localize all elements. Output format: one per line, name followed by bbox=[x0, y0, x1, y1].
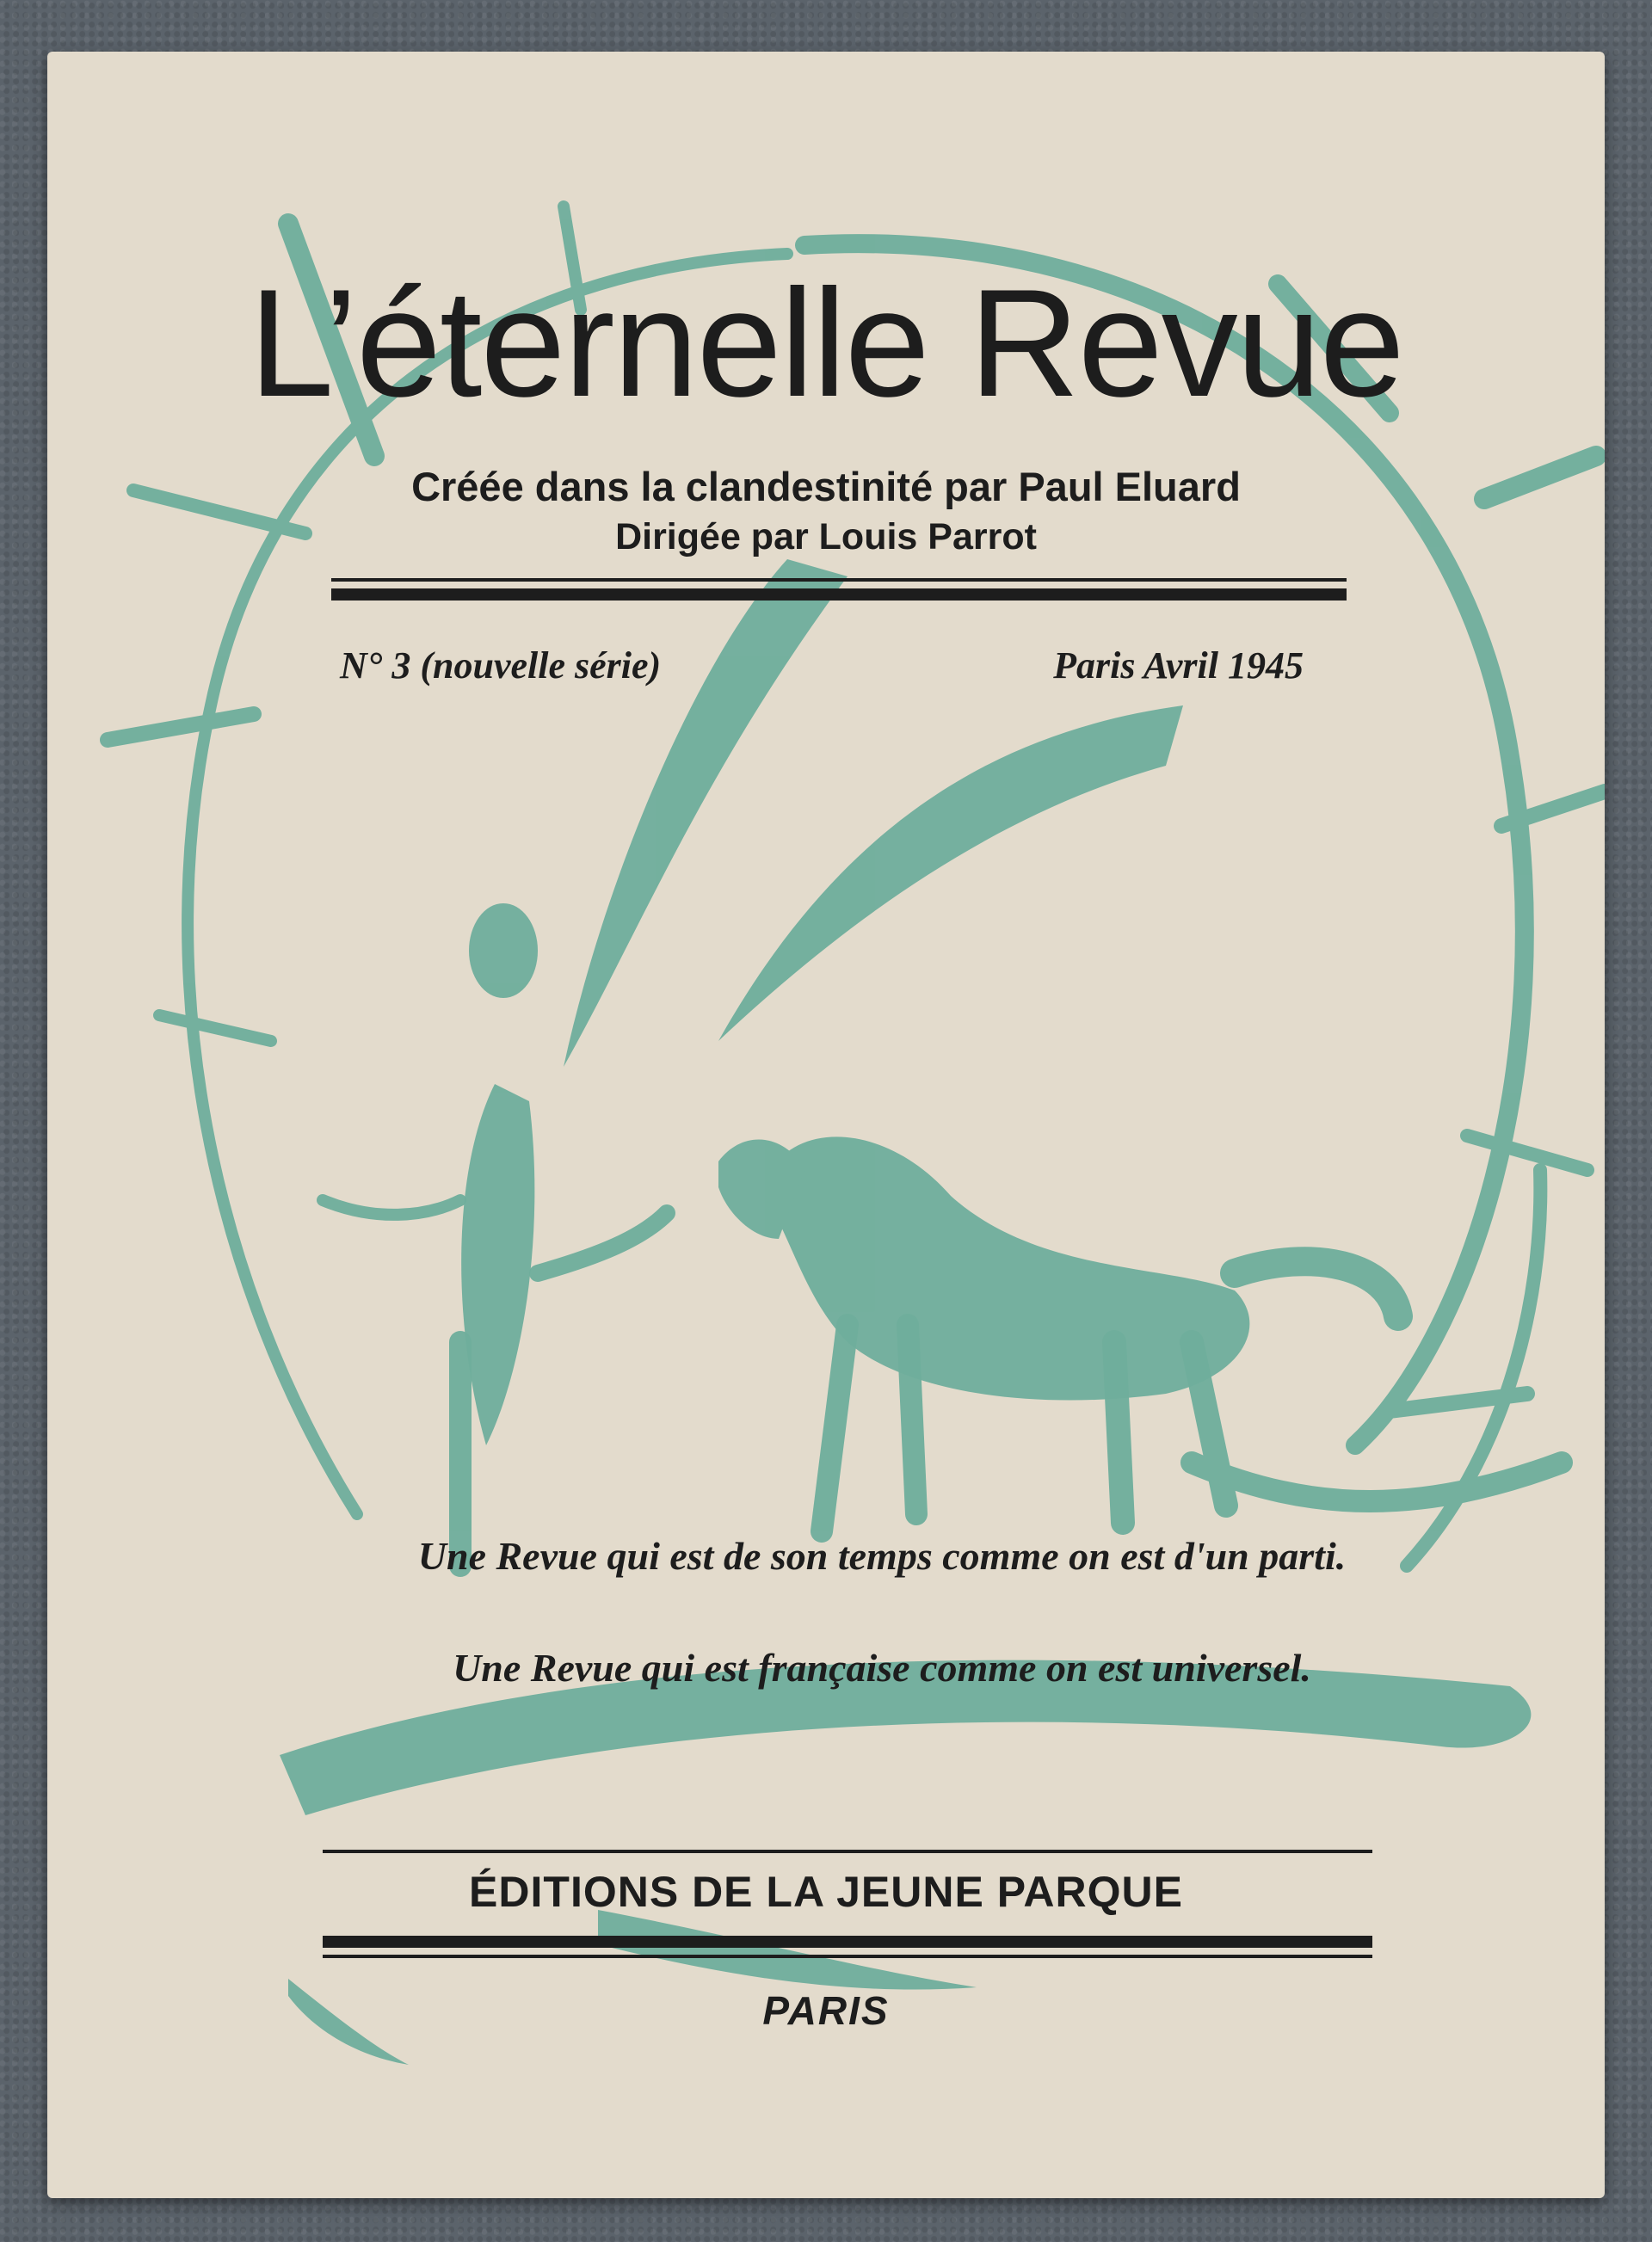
publisher-city: PARIS bbox=[762, 1988, 890, 2033]
top-rule-thin bbox=[331, 578, 1347, 582]
motto-line-1: Une Revue qui est de son temps comme on est d'un parti. bbox=[417, 1534, 1347, 1578]
issue-date: Paris Avril 1945 bbox=[1053, 644, 1304, 687]
magazine-cover bbox=[47, 52, 1605, 2198]
bottom-rule-thin bbox=[323, 1955, 1372, 1958]
issue-number: N° 3 (nouvelle série) bbox=[340, 644, 662, 687]
top-rule-thick bbox=[331, 588, 1347, 601]
founder-line: Créée dans la clandestinité par Paul Eluard bbox=[411, 464, 1241, 509]
publisher-name: ÉDITIONS DE LA JEUNE PARQUE bbox=[469, 1868, 1183, 1916]
magazine-title: L’éternelle Revue bbox=[249, 257, 1403, 428]
bottom-rule-thick bbox=[323, 1936, 1372, 1948]
motto-line-2: Une Revue qui est française comme on est universel. bbox=[453, 1646, 1311, 1690]
director-line: Dirigée par Louis Parrot bbox=[615, 516, 1037, 557]
bottom-rule-upper bbox=[323, 1850, 1372, 1853]
